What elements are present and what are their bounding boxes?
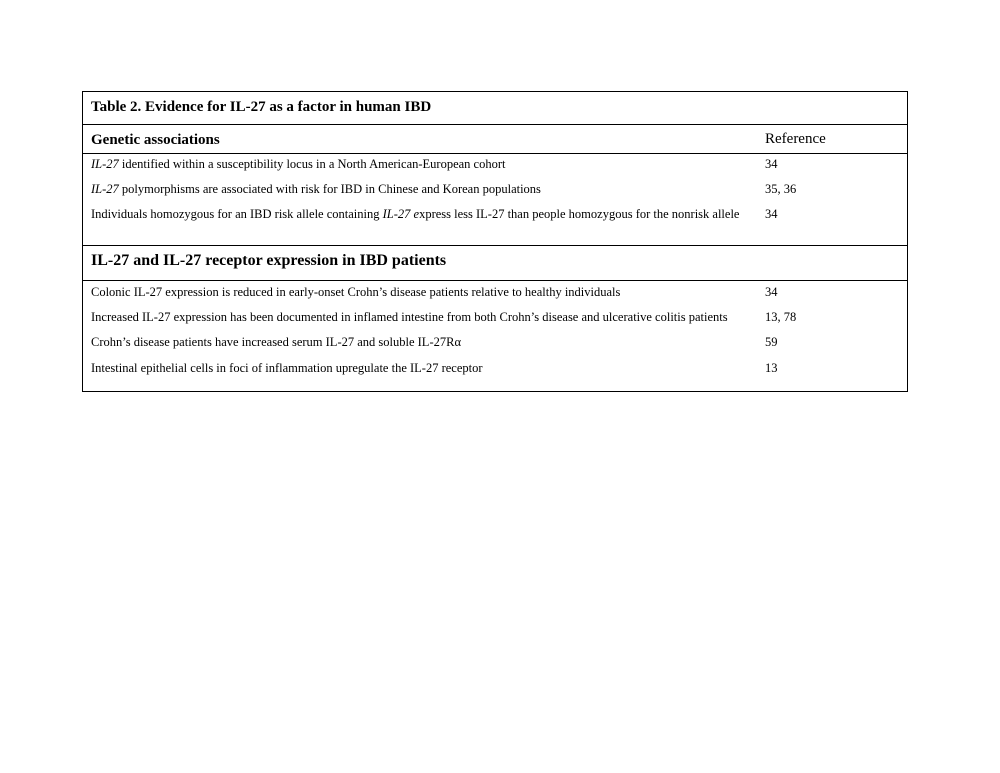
table-title: Table 2. Evidence for IL-27 as a factor in human IBD — [91, 99, 432, 115]
row-gene-italic: IL-27 — [91, 157, 119, 171]
table-row — [83, 204, 907, 224]
evidence-table — [82, 91, 908, 392]
row-reference: 34 — [765, 207, 778, 221]
row-gene-italic: IL-27 e — [382, 207, 420, 221]
row-reference: 35, 36 — [765, 182, 797, 196]
reference-column-header: Reference — [765, 131, 826, 147]
table-row — [83, 307, 907, 327]
table-row — [83, 332, 907, 352]
section-header-genetic-associations — [83, 125, 907, 154]
table-row — [83, 154, 907, 174]
row-gene-italic: IL-27 — [91, 182, 119, 196]
row-text-end: identified within a susceptibility locus in a North American-European cohort — [118, 157, 506, 171]
table-title-row — [83, 92, 907, 125]
row-text-start: Individuals homozygous for an IBD risk allele containing — [91, 207, 383, 221]
table-row — [83, 358, 907, 378]
row-reference: 34 — [765, 285, 778, 299]
section-heading: IL-27 and IL-27 receptor expression in IBD patients — [91, 252, 447, 269]
row-text-end: xpress less IL-27 than people homozygous for the nonrisk allele — [419, 207, 740, 221]
table-row — [83, 179, 907, 199]
row-description: Intestinal epithelial cells in foci of inflammation upregulate the IL-27 receptor — [91, 361, 483, 375]
row-reference: 13, 78 — [765, 310, 797, 324]
row-text-end: polymorphisms are associated with risk for IBD in Chinese and Korean populations — [118, 182, 541, 196]
row-description — [91, 157, 506, 172]
row-description: Crohn’s disease patients have increased serum IL-27 and soluble IL-27Rα — [91, 335, 461, 349]
row-reference: 13 — [765, 361, 778, 375]
row-description: Colonic IL-27 expression is reduced in early-onset Crohn’s disease patients relative to healthy individuals — [91, 285, 621, 299]
section-header-expression — [83, 245, 907, 281]
row-description — [91, 207, 739, 222]
section-heading: Genetic associations — [91, 132, 220, 148]
row-description — [91, 182, 541, 197]
table-row — [83, 282, 907, 302]
row-description: Increased IL-27 expression has been documented in inflamed intestine from both Crohn’s disease and ulcerative colitis patients — [91, 310, 728, 324]
row-reference: 34 — [765, 157, 778, 171]
row-reference: 59 — [765, 335, 778, 349]
